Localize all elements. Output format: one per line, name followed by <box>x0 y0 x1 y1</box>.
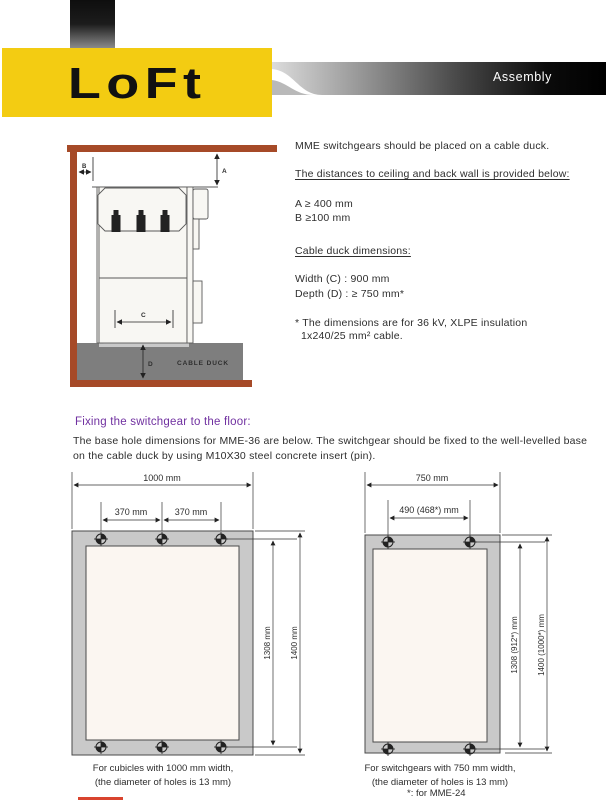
dim-label-b: B <box>82 164 87 170</box>
binder-black-tab <box>70 0 115 48</box>
width-dim-label: 1000 mm <box>143 473 181 483</box>
caption-line1: For switchgears with 750 mm width, <box>364 763 516 774</box>
header-swoosh-graphic <box>272 62 606 95</box>
dim-a-value: A ≥ 400 mm <box>295 198 353 210</box>
base-plan-750mm <box>355 470 605 800</box>
duct-dimensions-heading: Cable duck dimensions: <box>295 245 411 257</box>
dim-label-a: A <box>222 168 227 175</box>
duct-depth-value: Depth (D) : ≥ 750 mm* <box>295 288 405 300</box>
caption-line2: (the diameter of holes is 13 mm) <box>371 777 509 788</box>
duct-width-value: Width (C) : 900 mm <box>295 273 390 285</box>
holes-height-label: 1308 mm <box>263 626 272 660</box>
caption-line3: *: for MME-24 <box>407 788 466 799</box>
frame-height-label: 1400 mm <box>290 626 299 660</box>
dim-b-value: B ≥100 mm <box>295 212 351 224</box>
base-inner-area <box>373 549 487 742</box>
hole-span-label: 490 (468*) mm <box>399 505 459 515</box>
hole-span-label-1: 370 mm <box>114 507 148 517</box>
header-bar <box>272 62 606 95</box>
fixing-heading: Fixing the switchgear to the floor: <box>75 416 251 428</box>
installation-diagram <box>55 125 300 400</box>
footnote-line2: 1x240/25 mm² cable. <box>301 330 403 342</box>
distances-heading: The distances to ceiling and back wall is provided below: <box>295 168 570 180</box>
caption-line1: For cubicles with 1000 mm width, <box>92 763 234 774</box>
cable-duct-label: CABLE DUCK <box>177 360 229 367</box>
fixing-body-line2: on the cable duck by using M10X30 steel concrete insert (pin). <box>73 450 376 462</box>
hole-span-label-2: 370 mm <box>174 507 208 517</box>
base-plan-1000mm <box>60 470 310 795</box>
logo <box>2 48 272 117</box>
logo-text: LoFt <box>67 57 207 108</box>
frame-height-label: 1400 (1000*) mm <box>537 614 546 676</box>
header-bar-shape <box>272 62 606 95</box>
width-dim-label: 750 mm <box>415 473 449 483</box>
switchgear-cabinet-drawing <box>92 187 218 347</box>
cable-duct <box>77 343 243 380</box>
intro-line: MME switchgears should be placed on a cable duck. <box>295 140 550 152</box>
footnote-line1: * The dimensions are for 36 kV, XLPE insulation <box>295 317 528 329</box>
footer-red-mark <box>78 797 123 800</box>
base-inner-area <box>86 546 239 740</box>
dim-label-c: C <box>141 312 146 319</box>
caption-line2: (the diameter of holes is 13 mm) <box>94 777 232 788</box>
fixing-body-line1: The base hole dimensions for MME-36 are below. The switchgear should be fixed to the well-levelled base <box>73 435 588 447</box>
dim-label-d: D <box>148 361 153 368</box>
holes-height-label: 1308 (912*) mm <box>510 616 519 674</box>
page-section-title: Assembly <box>493 70 552 84</box>
